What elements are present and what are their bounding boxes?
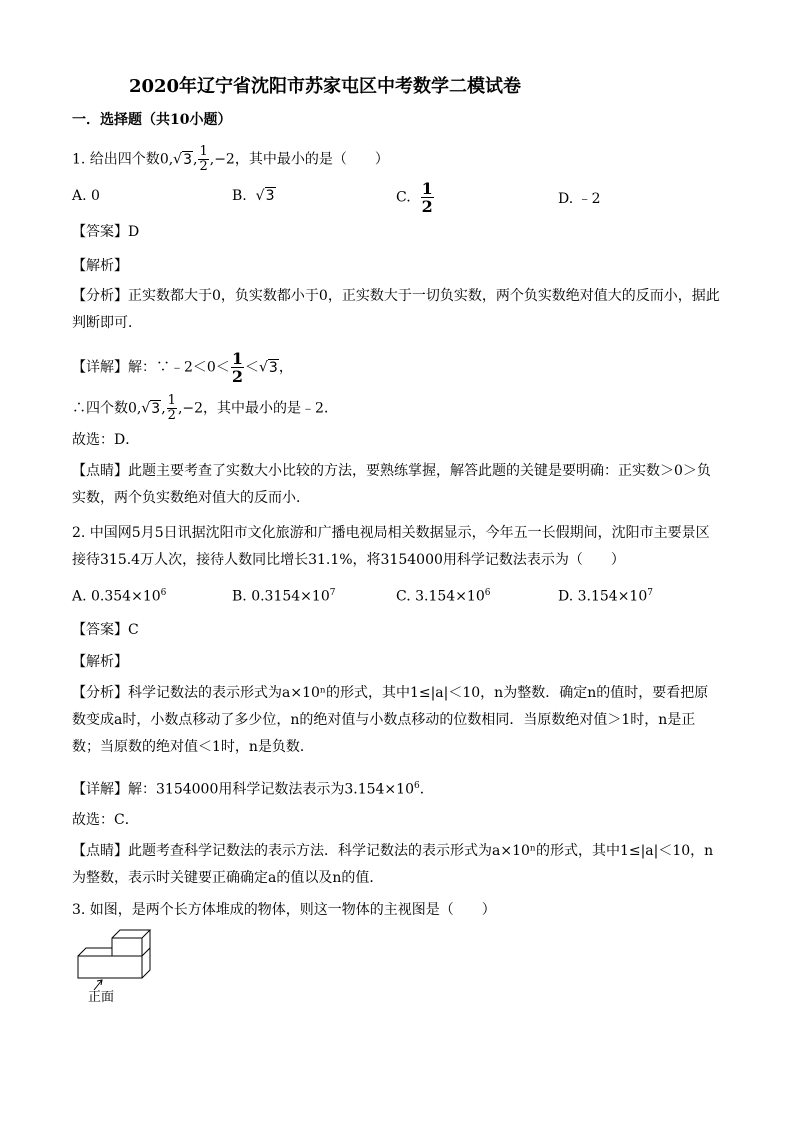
q1-choose: 故选：D．	[72, 432, 140, 448]
section-heading: 一．选择题（共10小题）	[72, 112, 232, 128]
q2-xiangjie: 【详解】解：3154000用科学记数法表示为$3.154\times 10^6$．	[72, 781, 434, 798]
q1-option-a: A. 0	[72, 188, 100, 204]
page-title: 2020年辽宁省沈阳市苏家屯区中考数学二模试卷	[128, 76, 522, 97]
q1-fenxi: 【分析】正实数都大于0，负实数都小于0，正实数大于一切负实数，两个负实数绝对值大的反而小，据此判断即可．	[72, 288, 720, 331]
q2-option-c: C. $3.154\times 10^6$	[396, 588, 491, 605]
q2-answer: 【答案】C	[72, 622, 139, 638]
q2-fenxi: 【分析】科学记数法的表示形式为a×10ⁿ的形式，其中1≤|a|＜10，n为整数．确定n的值时，要看把原数变成a时，小数点移动了多少位，n的绝对值与小数点移动的位数相同．当原数绝对值＞1时，n是正数；当原数的绝对值＜1时，n是负数．	[72, 685, 709, 755]
sqrt-symbol: √3	[173, 151, 193, 168]
q2-choose: 故选：C．	[72, 812, 139, 828]
q1-analysis-label: 【解析】	[72, 258, 128, 274]
top-box-front	[112, 938, 142, 956]
q1-answer: 【答案】D	[72, 224, 140, 240]
q1-option-c: C. $\frac{1}{2}$	[396, 179, 433, 216]
q2-option-a: A. $0.354\times 10^6$	[72, 588, 167, 605]
q2-analysis-label: 【解析】	[72, 654, 128, 670]
question-3-stem: 3. 如图，是两个长方体堆成的物体，则这一物体的主视图是（ ）	[72, 902, 496, 918]
q2-option-b: B. $0.3154\times 10^7$	[232, 588, 336, 605]
q1-dianjing: 【点睛】此题主要考查了实数大小比较的方法，要熟练掌握，解答此题的关键是要明确：正实数＞0＞负实数，两个负实数绝对值大的反而小．	[72, 463, 711, 506]
q2-dianjing: 【点睛】此题考查科学记数法的表示方法．科学记数法的表示形式为a×10ⁿ的形式，其中1≤|a|＜10，n为整数，表示时关键要正确确定a的值以及n的值．	[72, 843, 714, 886]
question-1-stem: 1. 给出四个数0,√3, $\frac{1}{2}$ ,−2，其中最小的是（ ）	[72, 144, 389, 174]
q2-option-d: D. $3.154\times 10^7$	[558, 588, 653, 605]
front-view-label: 正面	[88, 990, 115, 1005]
bottom-box-front	[78, 956, 142, 978]
q1-therefore: ∴四个数0,√3, $\frac{1}{2}$ ,−2，其中最小的是﹣2．	[72, 393, 338, 423]
q1-option-d: D. ﹣2	[558, 191, 601, 207]
question-2-stem: 2. 中国网5月5日讯据沈阳市文化旅游和广播电视局相关数据显示，今年五一长假期间，沈阳市主要景区接待315.4万人次，接待人数同比增长31.1%，将3154000用科学记数法表示为（ ）	[72, 525, 710, 568]
q1-option-b: B. √3	[232, 188, 275, 204]
q1-xiangjie: 【详解】解：∵﹣2＜0＜ $\frac{1}{2}$ ＜√3，	[72, 349, 293, 386]
